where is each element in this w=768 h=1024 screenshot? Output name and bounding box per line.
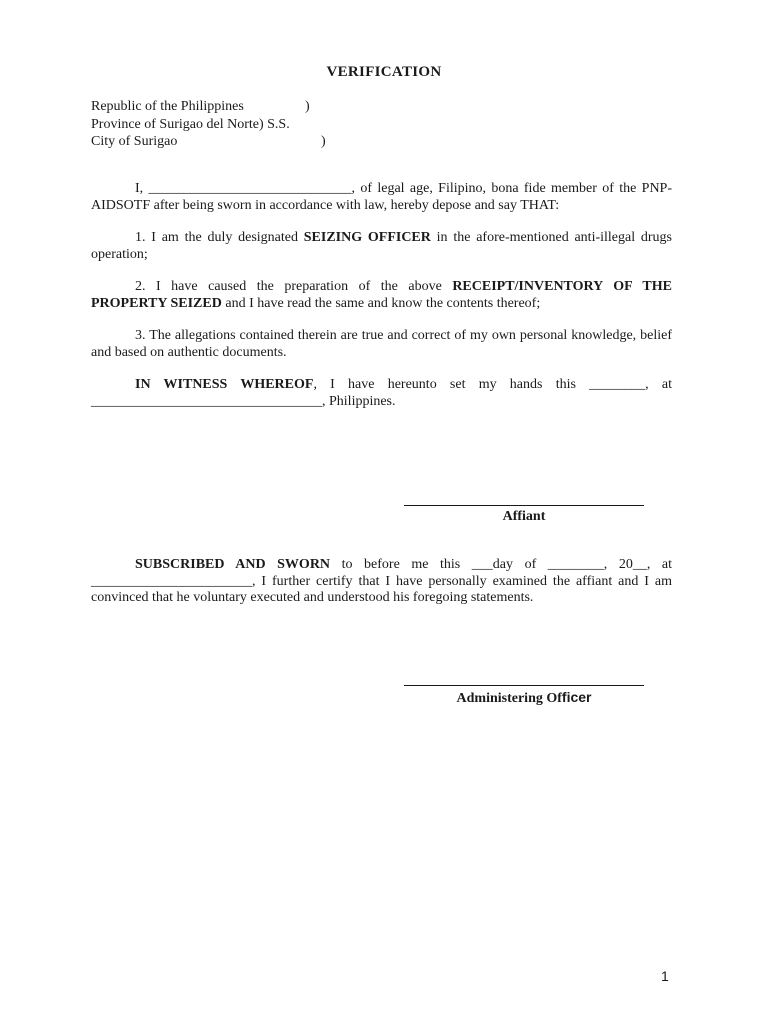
caption-republic-paren: ) <box>305 99 310 114</box>
affiant-signature-block <box>404 505 644 525</box>
page-number: 1 <box>661 968 669 984</box>
jurat-bold: SUBSCRIBED AND SWORN <box>135 557 331 572</box>
caption-republic: Republic of the Philippines <box>91 99 244 114</box>
officer-signature-block <box>404 685 644 707</box>
caption-province: Province of Surigao del Norte) S.S. <box>91 116 290 132</box>
caption-city: City of Surigao <box>91 134 178 149</box>
witness-post: , I have hereunto set my hands this ________, at _________________________________, Philippines. <box>91 377 672 409</box>
affidavit-body <box>91 181 672 426</box>
caption-city-paren: ) <box>321 134 326 149</box>
document-title: VERIFICATION <box>326 64 442 80</box>
item-2-paragraph <box>91 279 672 312</box>
caption-republic-row <box>91 98 310 116</box>
witness-bold: IN WITNESS WHEREOF <box>135 377 314 392</box>
item-1-post: in the afore-mentioned anti-illegal drugs operation; <box>91 230 672 262</box>
officer-label-main: Administering Of <box>456 691 562 706</box>
affiant-signature-line <box>404 505 644 506</box>
item-2-pre: 2. I have caused the preparation of the above <box>135 279 453 294</box>
item-1-bold: SEIZING OFFICER <box>303 230 431 245</box>
intro-paragraph <box>91 181 672 214</box>
item-2-bold: RECEIPT/INVENTORY OF THE PROPERTY SEIZED <box>91 279 672 311</box>
venue-caption <box>91 98 326 151</box>
jurat-post: to before me this ___day of ________, 20__, at _______________________, I further certify that I have personally examined the affiant and I am convinced that he voluntary executed and understood his foregoing statements. <box>91 557 672 605</box>
item-1-pre: 1. I am the duly designated <box>135 230 304 245</box>
officer-signature-line <box>404 685 644 686</box>
item-3-paragraph <box>91 328 672 361</box>
item-2-post: and I have read the same and know the contents thereof; <box>221 295 541 311</box>
item-1-paragraph <box>91 230 672 263</box>
witness-paragraph <box>91 377 672 410</box>
name-blank: _____________________________ <box>148 181 352 196</box>
caption-province-row <box>91 116 290 134</box>
intro-pre: I, <box>135 181 149 196</box>
jurat-paragraph <box>91 557 672 607</box>
caption-city-row <box>91 133 326 151</box>
officer-label-tail: ficer <box>561 689 592 705</box>
intro-post: , of legal age, Filipino, bona fide member of the PNP-AIDSOTF after being sworn in accordance with law, hereby depose and say THAT: <box>91 181 672 213</box>
item-3-text: 3. The allegations contained therein are true and correct of my own personal knowledge, belief and based on authentic documents. <box>91 328 672 360</box>
affiant-label: Affiant <box>502 509 546 524</box>
officer-label <box>404 689 644 707</box>
